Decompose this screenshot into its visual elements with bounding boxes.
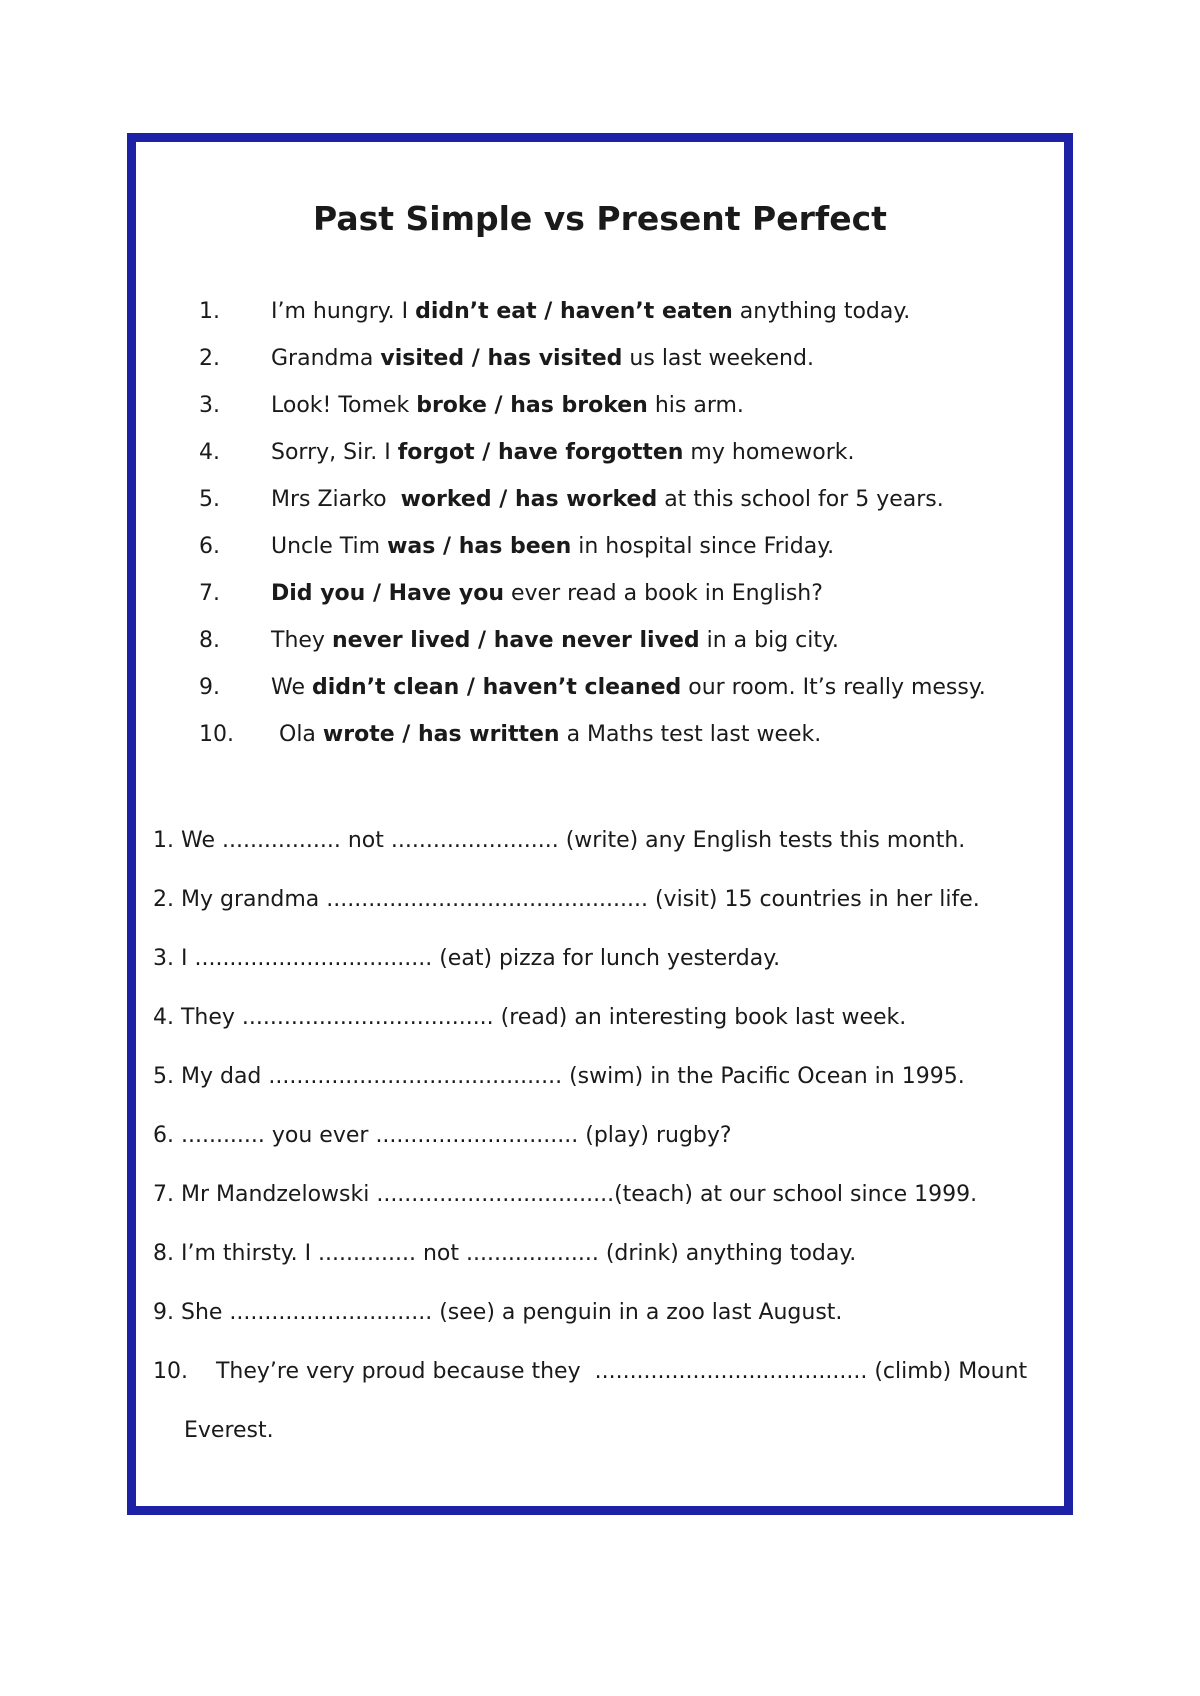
list-item (136, 1003, 1064, 1062)
list-item (136, 1062, 1064, 1121)
sentence-end: anything today. (732, 299, 911, 324)
item-sentence (271, 579, 823, 609)
worksheet-title: Past Simple vs Present Perfect (313, 199, 887, 238)
verb-choice: worked / has worked (400, 487, 658, 512)
worksheet-frame (127, 133, 1073, 1515)
list-item (136, 344, 1064, 391)
sentence-start: They (271, 628, 332, 653)
list-item (136, 885, 1064, 944)
item-number: 1. (199, 299, 220, 324)
verb-choice: broke / has broken (416, 393, 648, 418)
verb-choice: wrote / has written (322, 722, 560, 747)
list-item (136, 944, 1064, 1003)
list-item (136, 1121, 1064, 1180)
sentence-end: us last weekend. (622, 346, 814, 371)
sentence-end: in hospital since Friday. (571, 534, 835, 559)
gap-fill-sentence: 8. I’m thirsty. I .............. not ................... (drink) anything today. (153, 1241, 857, 1266)
verb-choice: didn’t clean / haven’t cleaned (312, 675, 682, 700)
gap-fill-sentence: 1. We ................. not ........................ (write) any English tests this month. (153, 828, 966, 853)
sentence-end: ever read a book in English? (503, 581, 823, 606)
gap-fill-sentence: 6. ............ you ever ............................. (play) rugby? (153, 1123, 732, 1148)
sentence-start: Ola (279, 722, 323, 747)
list-item (136, 626, 1064, 673)
item-sentence (271, 485, 944, 515)
gap-fill-sentence: 3. I .................................. (eat) pizza for lunch yesterday. (153, 946, 781, 971)
sentence-start: Uncle Tim (271, 534, 388, 559)
list-item (136, 579, 1064, 626)
sentence-end: his arm. (647, 393, 744, 418)
sentence-end: at this school for 5 years. (657, 487, 944, 512)
gap-fill-sentence: 5. My dad .......................................... (swim) in the Pacific Ocean in 1995. (153, 1064, 965, 1089)
exercise-fill-in-list (136, 826, 1064, 1475)
item-number: 5. (199, 487, 220, 512)
list-item (136, 1357, 1064, 1416)
gap-fill-sentence: 10. They’re very proud because they ....................................... (climb) Mount (153, 1359, 1028, 1384)
list-item (136, 720, 1064, 767)
item-number: 10. (199, 722, 234, 747)
gap-fill-sentence: 2. My grandma .............................................. (visit) 15 countries in her life. (153, 887, 980, 912)
sentence-start: Grandma (271, 346, 381, 371)
item-number: 3. (199, 393, 220, 418)
sentence-start: Sorry, Sir. I (271, 440, 398, 465)
exercise-choose-list (136, 297, 1064, 767)
list-item (136, 391, 1064, 438)
item-sentence (271, 297, 910, 327)
list-item (136, 826, 1064, 885)
sentence-end: in a big city. (699, 628, 839, 653)
list-item (136, 673, 1064, 720)
item-sentence (271, 438, 854, 468)
item-number: 4. (199, 440, 220, 465)
sentence-start: Mrs Ziarko (271, 487, 401, 512)
list-item (136, 1239, 1064, 1298)
item-sentence (271, 532, 834, 562)
list-item (136, 532, 1064, 579)
list-item (136, 1298, 1064, 1357)
sentence-start: Look! Tomek (271, 393, 417, 418)
item-number: 9. (199, 675, 220, 700)
gap-fill-sentence-continuation: Everest. (184, 1418, 274, 1443)
item-number: 2. (199, 346, 220, 371)
sentence-start: I’m hungry. I (271, 299, 416, 324)
list-item (136, 297, 1064, 344)
list-item (136, 438, 1064, 485)
item-sentence (271, 673, 986, 703)
sentence-end: my homework. (683, 440, 855, 465)
item-sentence (279, 720, 821, 750)
item-number: 7. (199, 581, 220, 606)
list-item (136, 1180, 1064, 1239)
item-sentence (271, 626, 839, 656)
list-item-continuation (136, 1416, 1064, 1475)
sentence-start: We (271, 675, 312, 700)
verb-choice: never lived / have never lived (331, 628, 700, 653)
verb-choice: visited / has visited (380, 346, 623, 371)
sentence-end: a Maths test last week. (559, 722, 822, 747)
list-item (136, 485, 1064, 532)
verb-choice: forgot / have forgotten (397, 440, 684, 465)
sentence-end: our room. It’s really messy. (681, 675, 986, 700)
verb-choice: was / has been (387, 534, 572, 559)
verb-choice: Did you / Have you (271, 581, 504, 606)
item-number: 6. (199, 534, 220, 559)
gap-fill-sentence: 9. She ............................. (see) a penguin in a zoo last August. (153, 1300, 843, 1325)
item-sentence (271, 391, 744, 421)
verb-choice: didn’t eat / haven’t eaten (415, 299, 733, 324)
gap-fill-sentence: 7. Mr Mandzelowski ..................................(teach) at our school since 1999. (153, 1182, 978, 1207)
item-number: 8. (199, 628, 220, 653)
item-sentence (271, 344, 814, 374)
gap-fill-sentence: 4. They .................................... (read) an interesting book last week. (153, 1005, 907, 1030)
